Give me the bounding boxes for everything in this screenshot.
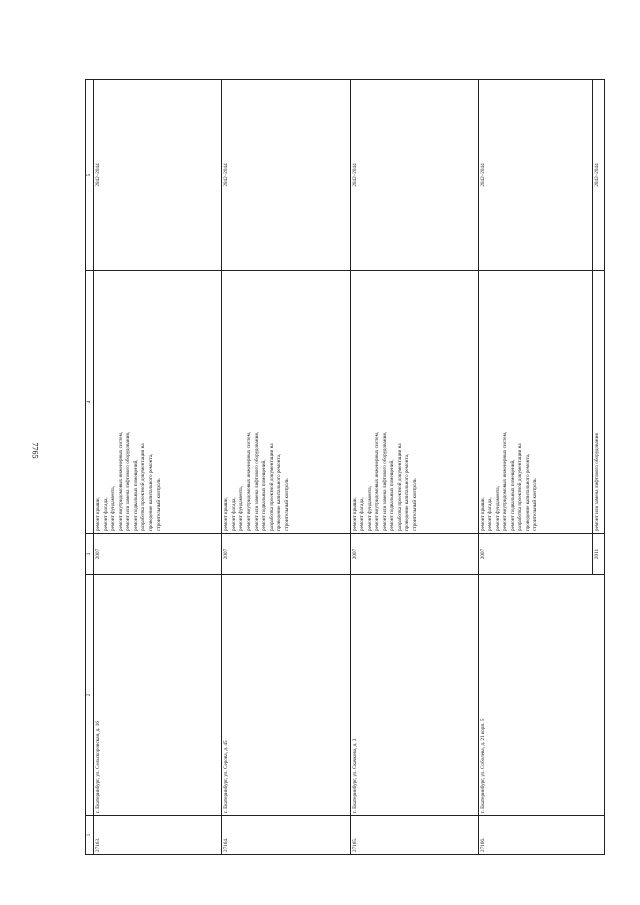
row-works <box>350 271 478 534</box>
work-item: проведение капитального ремонта, <box>404 453 411 531</box>
work-item: проведение капитального ремонта, <box>276 453 283 531</box>
work-item: ремонт фасада, <box>487 497 494 531</box>
page-number: 7765 <box>30 442 40 459</box>
header-col-5: 5 <box>86 80 94 271</box>
work-item: ремонт внутридомовых инженерных систем, <box>246 431 253 531</box>
row-address: г. Екатеринбург, ул. Скачкова, д. 3 <box>350 575 478 816</box>
row-period: 2042–2044 <box>478 80 592 271</box>
row-works <box>478 271 592 534</box>
work-item: разработка проектной документации на <box>517 443 524 531</box>
subrow-period: 2042–2044 <box>592 80 604 271</box>
row-period: 2042–2044 <box>222 80 350 271</box>
row-address: г. Екатеринбург, ул. Серова, д. 45 <box>222 575 350 816</box>
table-row <box>222 80 350 855</box>
work-item: ремонт или замена лифтового оборудования, <box>381 431 388 531</box>
work-item: ремонт или замена лифтового оборудования, <box>253 431 260 531</box>
table-row <box>94 80 222 855</box>
table-row <box>350 80 478 855</box>
subrow-work: ремонт или замена лифтового оборудования <box>592 271 604 534</box>
header-col-2: 2 <box>86 575 94 816</box>
repair-schedule-table <box>85 79 605 855</box>
work-item: строительный контроль <box>411 478 418 531</box>
work-item: ремонт подвальных помещений, <box>132 459 139 531</box>
work-item: ремонт подвальных помещений, <box>389 459 396 531</box>
row-number: 27166. <box>478 816 604 855</box>
row-works <box>222 271 350 534</box>
row-address: г. Екатеринбург, ул. Соболева, д. 21 корп. 5 <box>478 575 604 816</box>
work-item: ремонт фундамента, <box>110 486 117 531</box>
work-item: ремонт фундамента, <box>238 486 245 531</box>
row-number: 27163. <box>94 816 222 855</box>
subrow-year: 2011 <box>592 534 604 575</box>
work-item: ремонт крыши, <box>479 497 486 531</box>
work-item: ремонт подвальных помещений, <box>509 459 516 531</box>
work-item: ремонт подвальных помещений, <box>261 459 268 531</box>
work-item: разработка проектной документации на <box>268 443 275 531</box>
work-item: ремонт фасада, <box>102 497 109 531</box>
row-year: 2007 <box>350 534 478 575</box>
work-item: ремонт фасада, <box>359 497 366 531</box>
row-number: 27165. <box>350 816 478 855</box>
work-item: ремонт внутридомовых инженерных систем, <box>374 431 381 531</box>
work-item: ремонт фундамента, <box>494 486 501 531</box>
row-address: г. Екатеринбург, ул. Сельскоровская, д. 16 <box>94 575 222 816</box>
work-item: строительный контроль <box>283 478 290 531</box>
work-item: ремонт крыши, <box>95 497 102 531</box>
row-year: 2007 <box>478 534 592 575</box>
work-item: ремонт фасада, <box>230 497 237 531</box>
header-col-3: 3 <box>86 534 94 575</box>
work-item: разработка проектной документации на <box>140 443 147 531</box>
row-period: 2042–2044 <box>94 80 222 271</box>
work-item: проведение капитального ремонта, <box>524 453 531 531</box>
table-row <box>478 80 592 855</box>
header-row <box>86 80 94 855</box>
document-sheet <box>85 85 605 855</box>
work-item: ремонт или замена лифтового оборудования, <box>125 431 132 531</box>
work-item: ремонт фундамента, <box>366 486 373 531</box>
row-year: 2007 <box>222 534 350 575</box>
work-item: ремонт крыши, <box>223 497 230 531</box>
work-item: ремонт внутридомовых инженерных систем, <box>117 431 124 531</box>
header-col-4: 4 <box>86 271 94 534</box>
work-item: ремонт крыши, <box>351 497 358 531</box>
rotated-table-wrapper <box>85 85 605 855</box>
work-item: разработка проектной документации на <box>396 443 403 531</box>
work-item: ремонт внутридомовых инженерных систем, <box>502 431 509 531</box>
row-works <box>94 271 222 534</box>
work-item: строительный контроль <box>532 478 539 531</box>
row-number: 27164. <box>222 816 350 855</box>
work-item: строительный контроль <box>155 478 162 531</box>
header-col-1: 1 <box>86 816 94 855</box>
work-item: проведение капитального ремонта, <box>147 453 154 531</box>
row-year: 2007 <box>94 534 222 575</box>
row-period: 2042–2044 <box>350 80 478 271</box>
